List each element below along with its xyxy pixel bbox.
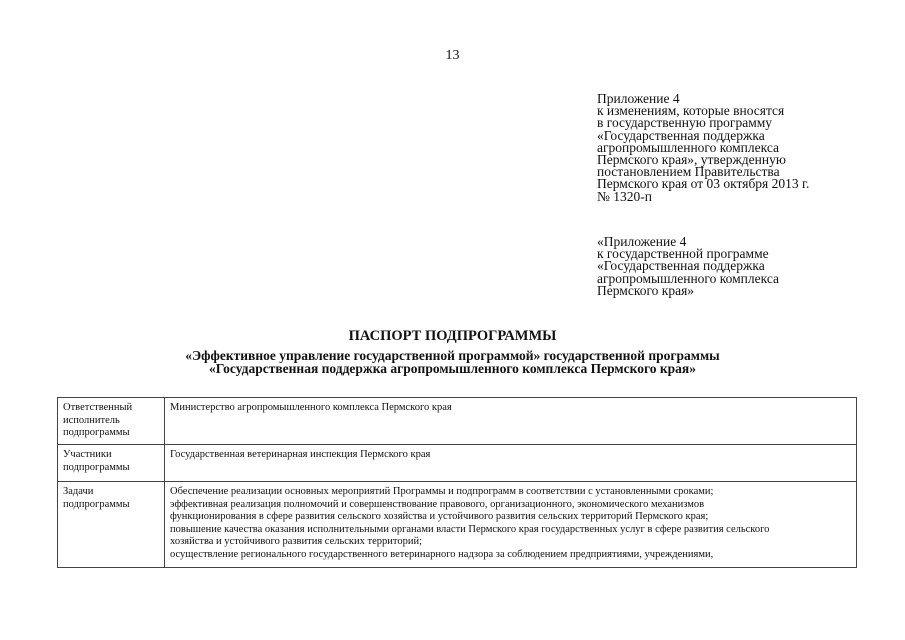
row-value-line: функционирования в сфере развития сельского хозяйства и устойчивого развития сельских территорий Пермского края; [170,511,709,522]
row-label-cell [58,445,165,482]
appendix-line: Пермского края», утвержденную [597,152,786,168]
row-value-cell [165,445,857,482]
row-value-line: Министерство агропромышленного комплекса Пермского края [170,402,452,413]
row-label-line: подпрограммы [63,461,130,473]
row-label-line: исполнитель [63,414,120,426]
appendix-line: к государственной программе [597,246,769,262]
appendix-line: Пермского края» [597,282,695,298]
page-number: 13 [445,48,460,63]
appendix-line: к изменениям, которые вносятся [597,103,785,119]
row-value-cell [165,398,857,445]
passport-table [57,397,857,568]
appendix-line: «Приложение 4 [597,234,687,249]
row-label-line: Ответственный [63,402,133,413]
appendix-line: Приложение 4 [597,91,680,106]
appendix-line: № 1320-п [597,188,652,204]
appendix-line: «Государственная поддержка [597,127,765,143]
appendix-line: Пермского края от 03 октября 2013 г. [597,176,810,192]
row-label-line: подпрограммы [63,498,130,510]
appendix-line: агропромышленного комплекса [597,139,779,155]
appendix-line: «Государственная поддержка [597,258,765,274]
table-row [58,445,857,482]
row-label-cell [58,398,165,445]
row-value-line: повышение качества оказания исполнительными органами власти Пермского края государственных услуг в сфере развития сельского [170,523,770,535]
appendix-note-program [597,236,897,297]
table-row [58,398,857,445]
row-value-cell [165,482,857,568]
row-value-line: Государственная ветеринарная инспекция Пермского края [170,449,431,460]
row-value-line: эффективная реализация полномочий и совершенствование правового, организационного, экономического механизмов [170,498,705,510]
appendix-line: в государственную программу [597,115,773,131]
row-label-line: Участники [63,449,112,460]
appendix-line: агропромышленного комплекса [597,270,779,286]
row-label-line: Задачи [63,486,94,497]
table-row [58,482,857,568]
appendix-line: постановлением Правительства [597,164,780,180]
document-title: ПАСПОРТ ПОДПРОГРАММЫ [348,328,557,344]
row-value-line: Обеспечение реализации основных мероприятий Программы и подпрограмм в соответствии с установленными сроками; [170,486,714,497]
appendix-note-amendments [597,93,897,203]
document-subtitle [0,349,905,375]
subtitle-line: «Государственная поддержка агропромышленного комплекса Пермского края» [209,361,696,376]
row-value-line: осуществление регионального государственного ветеринарного надзора за соблюдением предприятиями, учреждениями, [170,548,714,560]
subtitle-line: «Эффективное управление государственной программой» государственной программы [185,348,720,363]
row-label-cell [58,482,165,568]
row-value-line: хозяйства и устойчивого развития сельских территорий; [170,536,422,547]
row-label-line: подпрограммы [63,427,130,438]
